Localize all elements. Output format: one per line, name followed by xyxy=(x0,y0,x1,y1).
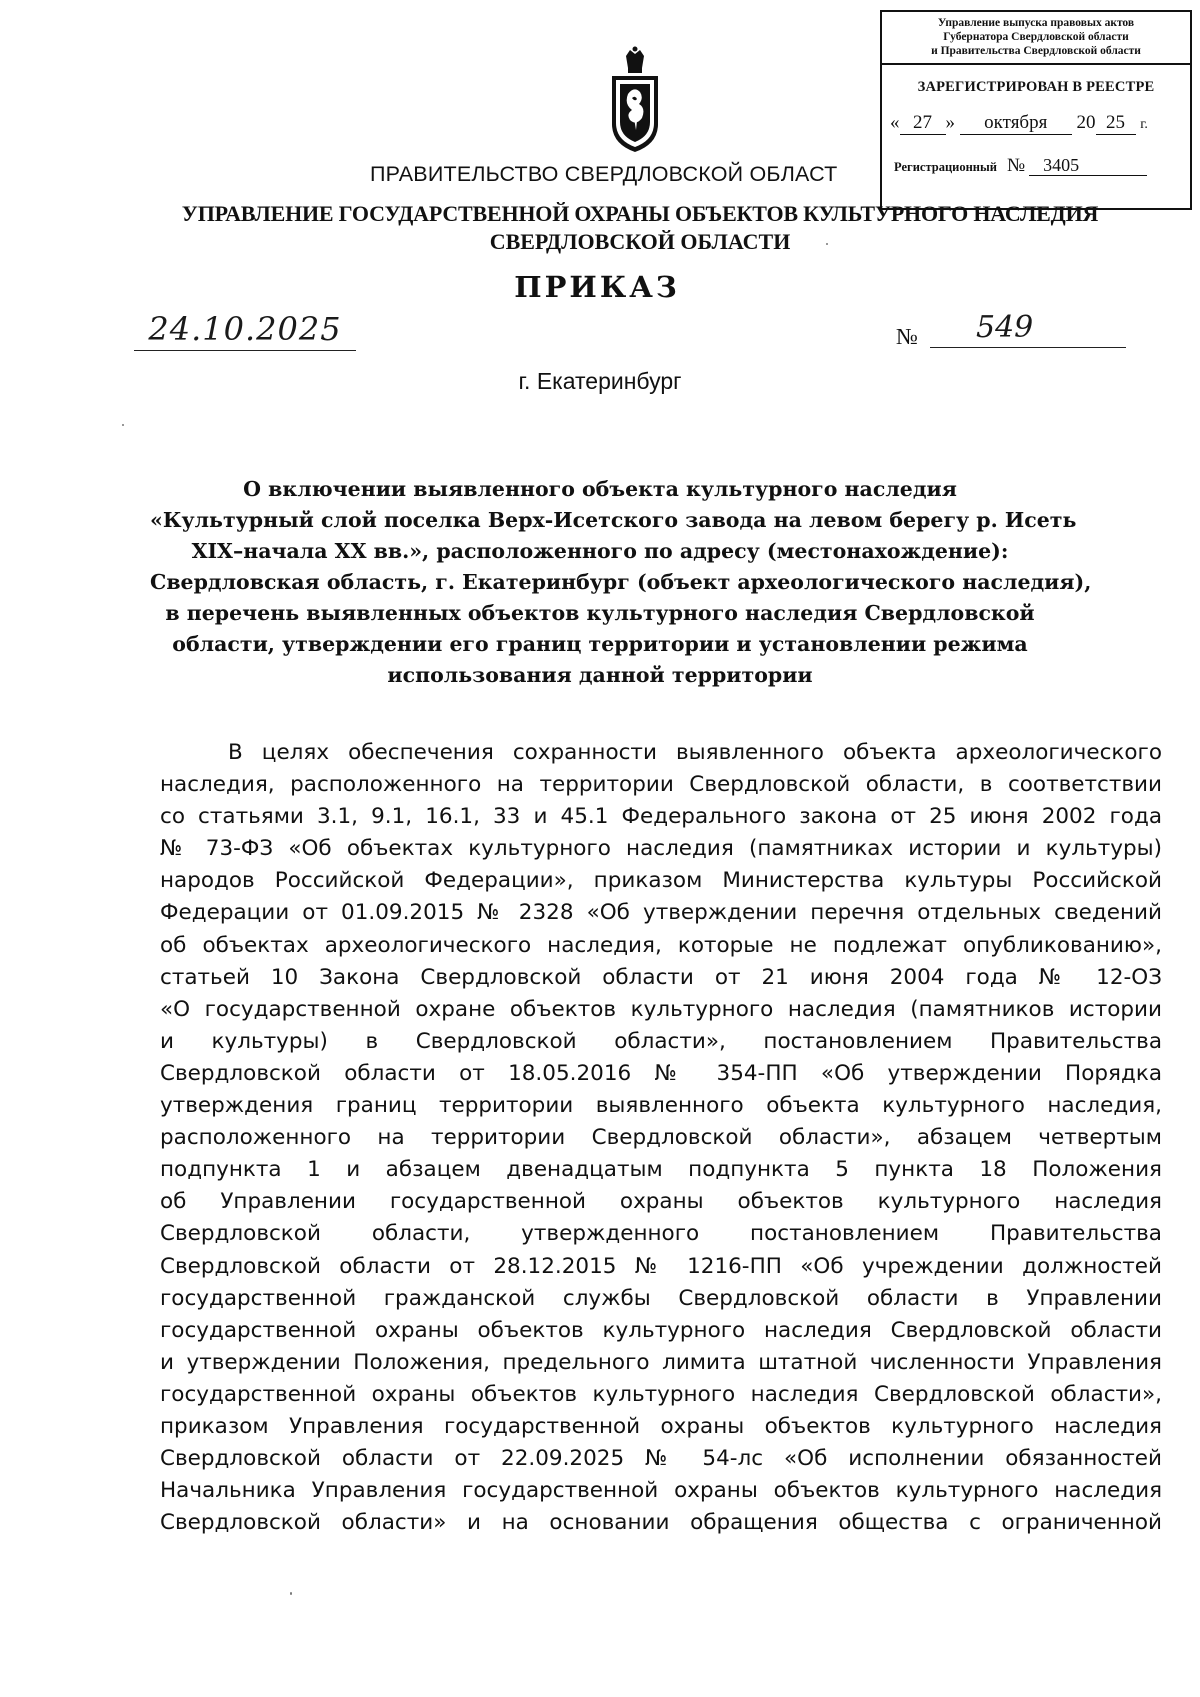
stamp-number-line xyxy=(882,155,1190,177)
stamp-number-sign: № xyxy=(1006,155,1026,176)
body-line: Свердловской области» и на основании обращения общества с ограниченной xyxy=(160,1510,1162,1536)
heading-line: XIX–начала XX вв.», расположенного по адресу (местонахождение): xyxy=(191,539,1009,563)
heading-line: использования данной территории xyxy=(387,663,813,687)
body-line: Свердловской области от 28.12.2015 № 1216-ПП «Об учреждении должностей xyxy=(160,1253,1162,1279)
body-line: статьей 10 Закона Свердловской области от 21 июня 2004 года № 12-ОЗ xyxy=(160,964,1162,990)
body-line: об Управлении государственной охраны объектов культурного наследия xyxy=(160,1189,1162,1215)
stamp-header-line: и Правительства Свердловской области xyxy=(931,45,1141,57)
scan-speck xyxy=(290,1592,292,1595)
body-line: об объектах археологического наследия, которые не подлежат опубликованию», xyxy=(160,932,1162,958)
body-line: расположенного на территории Свердловской области», абзацем четвертым xyxy=(160,1125,1162,1151)
body-line: и утверждении Положения, предельного лимита штатной численности Управления xyxy=(160,1349,1162,1375)
registration-stamp xyxy=(880,10,1192,210)
stamp-registered-label: ЗАРЕГИСТРИРОВАН В РЕЕСТРЕ xyxy=(917,79,1155,95)
stamp-day: 27 xyxy=(900,112,946,135)
stamp-year-abbr: г. xyxy=(1140,117,1148,132)
body-line: народов Российской Федерации», приказом Министерства культуры Российской xyxy=(160,868,1162,894)
order-heading xyxy=(150,474,1092,691)
heading-line: «Культурный слой поселка Верх-Исетского завода на левом берегу р. Исеть xyxy=(150,508,1077,532)
body-text xyxy=(160,737,1162,1539)
scan-speck xyxy=(826,243,828,245)
document-type-title: ПРИКАЗ xyxy=(514,270,680,304)
department-name-line: УПРАВЛЕНИЕ ГОСУДАРСТВЕННОЙ ОХРАНЫ ОБЪЕКТОВ КУЛЬТУРНОГО НАСЛЕДИЯ xyxy=(181,201,1099,226)
heading-line: Свердловская область, г. Екатеринбург (объект археологического наследия), xyxy=(150,570,1092,594)
stamp-date-line xyxy=(882,112,1190,135)
body-line: со статьями 3.1, 9.1, 16.1, 33 и 45.1 Федерального закона от 25 июня 2002 года xyxy=(160,804,1162,830)
city-name: г. Екатеринбург xyxy=(518,368,682,394)
stamp-year-suffix: 25 xyxy=(1096,112,1136,135)
handwritten-number: 549 xyxy=(930,308,1126,348)
heading-line: области, утверждении его границ территории и установлении режима xyxy=(172,632,1028,656)
stamp-quote-open: « xyxy=(890,112,900,133)
number-label: № xyxy=(896,324,918,349)
handwritten-date: 24.10.2025 xyxy=(134,308,356,351)
body-line: Федерации от 01.09.2015 № 2328 «Об утверждении перечня отдельных сведений xyxy=(160,900,1162,926)
body-line: В целях обеспечения сохранности выявленного объекта археологического xyxy=(228,740,1162,765)
stamp-header xyxy=(882,12,1190,65)
coat-of-arms-icon xyxy=(606,46,664,154)
body-line: Свердловской области от 18.05.2016 № 354-ПП «Об утверждении Порядка xyxy=(160,1060,1162,1086)
department-name-line: СВЕРДЛОВСКОЙ ОБЛАСТИ xyxy=(489,229,791,254)
stamp-reg-number: 3405 xyxy=(1029,155,1147,176)
body-line: Свердловской области, утвержденного постановлением Правительства xyxy=(160,1221,1162,1247)
body-line: государственной гражданской службы Свердловской области в Управлении xyxy=(160,1285,1162,1311)
stamp-month: октября xyxy=(960,112,1072,135)
body-line: Свердловской области от 22.09.2025 № 54-лс «Об исполнении обязанностей xyxy=(160,1446,1162,1472)
body-line: № 73-ФЗ «Об объектах культурного наследия (памятниках истории и культуры) xyxy=(160,836,1162,862)
body-line: государственной охраны объектов культурного наследия Свердловской области xyxy=(160,1317,1162,1343)
scan-speck xyxy=(122,424,124,426)
body-line: наследия, расположенного на территории Свердловской области, в соответствии xyxy=(160,772,1162,798)
stamp-header-line: Губернатора Свердловской области xyxy=(943,31,1129,43)
stamp-header-line: Управление выпуска правовых актов xyxy=(937,17,1135,29)
body-line: подпункта 1 и абзацем двенадцатым подпункта 5 пункта 18 Положения xyxy=(160,1157,1162,1183)
body-line: «О государственной охране объектов культурного наследия (памятников истории xyxy=(160,996,1162,1022)
body-line: Начальника Управления государственной охраны объектов культурного наследия xyxy=(160,1478,1162,1504)
body-line: утверждения границ территории выявленного объекта культурного наследия, xyxy=(160,1093,1162,1119)
body-line: и культуры) в Свердловской области», постановлением Правительства xyxy=(160,1028,1162,1054)
body-line: государственной охраны объектов культурного наследия Свердловской области», xyxy=(160,1381,1162,1407)
stamp-quote-close: » xyxy=(945,112,955,133)
heading-line: в перечень выявленных объектов культурного наследия Свердловской xyxy=(165,601,1035,625)
body-line: приказом Управления государственной охраны объектов культурного наследия xyxy=(160,1413,1162,1439)
stamp-reg-label: Регистрационный xyxy=(894,160,997,174)
stamp-year-prefix: 20 xyxy=(1076,112,1096,133)
heading-line: О включении выявленного объекта культурного наследия xyxy=(243,477,957,501)
government-name: ПРАВИТЕЛЬСТВО СВЕРДЛОВСКОЙ ОБЛАСТ xyxy=(370,162,838,186)
